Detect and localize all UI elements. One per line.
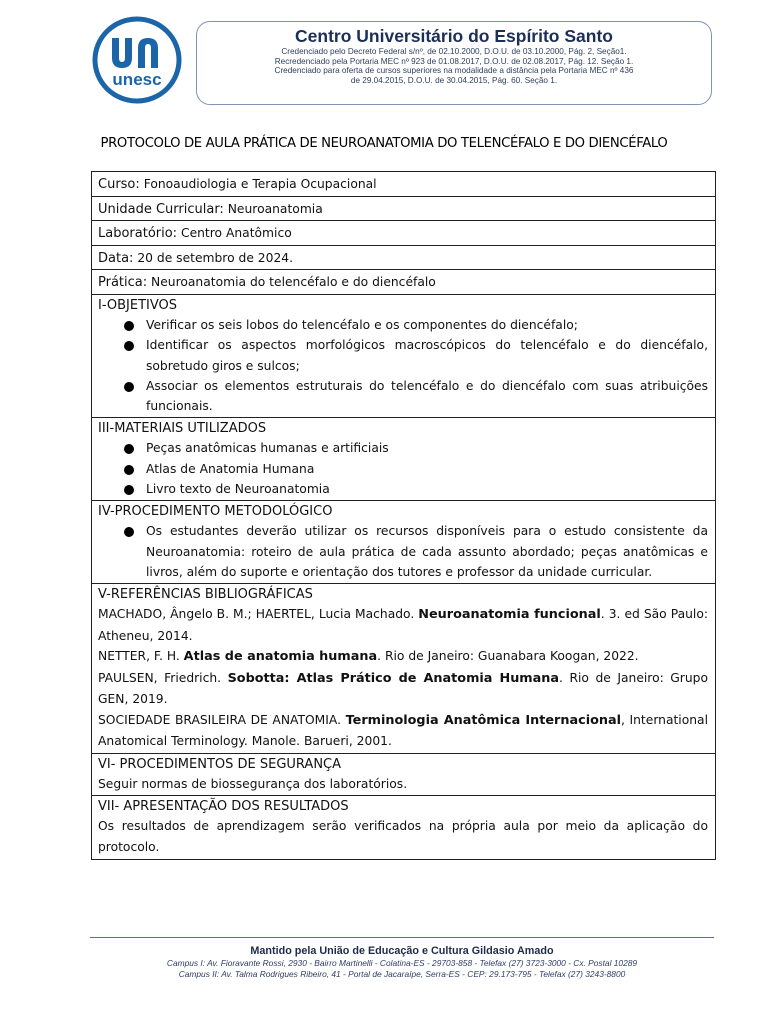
data-label: Data: [98, 250, 134, 266]
section-objetivos [92, 295, 715, 418]
procedimento-heading: IV-PROCEDIMENTO METODOLÓGICO [98, 504, 333, 520]
section-procedimento [92, 501, 715, 584]
maintainer-line: Mantido pela União de Educação e Cultura Gildasio Amado [250, 945, 554, 957]
protocol-table [91, 171, 716, 860]
credential-line: de 29.04.2015, D.O.U. de 30.04.2015, Pág. 60. Seção 1. [350, 75, 558, 85]
list-item: Atlas de Anatomia Humana [98, 459, 708, 479]
list-item: Verificar os seis lobos do telencéfalo e os componentes do diencéfalo; [98, 315, 708, 335]
section-materiais [92, 418, 715, 501]
bullet-icon [124, 527, 134, 537]
credential-line: Recredenciado pela Portaria MEC nº 923 de 01.08.2017, D.O.U. de 02.08.2017, Pág. 12. Seção 1. [274, 56, 634, 66]
bullet-icon [124, 444, 134, 454]
resultados-text: Os resultados de aprendizagem serão verificados na própria aula por meio da aplicação do protocolo. [98, 819, 708, 854]
curso-label: Curso: [98, 177, 140, 192]
referencias-heading: V-REFERÊNCIAS BIBLIOGRÁFICAS [98, 587, 313, 603]
unidade-label: Unidade Curricular: [98, 201, 224, 217]
objetivos-heading: I-OBJETIVOS [98, 297, 178, 313]
section-seguranca [92, 754, 715, 797]
reference-item: MACHADO, Ângelo B. M.; HAERTEL, Lucia Machado. Neuroanatomia funcional. 3. ed São Paulo: Atheneu, 2014. [98, 607, 708, 643]
page-footer [90, 937, 714, 979]
list-item: Associar os elementos estruturais do telencéfalo e do diencéfalo com suas atribuições funcionais. [98, 376, 708, 417]
row-pratica [92, 270, 715, 295]
curso-value: Fonoaudiologia e Terapia Ocupacional [139, 177, 377, 191]
institution-header [196, 21, 712, 105]
list-item: Livro texto de Neuroanatomia [98, 479, 708, 499]
pratica-value: Neuroanatomia do telencéfalo e do diencéfalo [147, 275, 436, 290]
data-value: 20 de setembro de 2024. [133, 250, 294, 265]
unidade-value: Neuroanatomia [223, 201, 323, 216]
bullet-icon [124, 341, 134, 351]
row-laboratorio [92, 221, 715, 246]
row-curso [92, 172, 715, 197]
row-unidade [92, 197, 715, 222]
document-title: PROTOCOLO DE AULA PRÁTICA DE NEUROANATOMIA DO TELENCÉFALO E DO DIENCÉFALO [100, 136, 668, 151]
bullet-icon [124, 321, 134, 331]
seguranca-text: Seguir normas de biossegurança dos laboratórios. [98, 776, 408, 791]
seguranca-heading: VI- PROCEDIMENTOS DE SEGURANÇA [98, 756, 342, 772]
bullet-icon [124, 485, 134, 495]
reference-item: SOCIEDADE BRASILEIRA DE ANATOMIA. Terminologia Anatômica Internacional, International Anatomical Terminology. Manole. Barueri, 2001. [98, 712, 708, 749]
list-item: Os estudantes deverão utilizar os recursos disponíveis para o estudo consistente da Neuroanatomia: roteiro de aula prática de cada assunto abordado; peças anatômicas e livros, além do suporte e orientação dos tutores e professor da unidade curricular. [98, 521, 708, 582]
logo-text: unesc [112, 70, 162, 89]
reference-item: PAULSEN, Friedrich. Sobotta: Atlas Prático de Anatomia Humana. Rio de Janeiro: Grupo GEN, 2019. [98, 670, 708, 707]
materiais-heading: III-MATERIAIS UTILIZADOS [98, 421, 267, 437]
section-resultados [92, 796, 715, 858]
list-item: Identificar os aspectos morfológicos macroscópicos do telencéfalo e do diencéfalo, sobretudo giros e sulcos; [98, 335, 708, 376]
campus-line: Campus I: Av. Fioravante Rossi, 2930 - Bairro Martinelli - Colatina-ES - 29703-858 - Telefax (27) 3723-3000 - Cx. Postal 10289 [166, 958, 638, 968]
unesc-logo [92, 16, 182, 104]
row-data [92, 246, 715, 271]
institution-name: Centro Universitário do Espírito Santo [295, 26, 613, 46]
resultados-heading: VII- APRESENTAÇÃO DOS RESULTADOS [98, 799, 349, 815]
credential-line: Credenciado para oferta de cursos superiores na modalidade a distância pela Portaria MEC nº 436 [274, 66, 634, 76]
section-referencias [92, 584, 715, 754]
laboratorio-label: Laboratório: [98, 226, 178, 242]
bullet-icon [124, 465, 134, 475]
list-item: Peças anatômicas humanas e artificiais [98, 438, 708, 458]
reference-item: NETTER, F. H. Atlas de anatomia humana. Rio de Janeiro: Guanabara Koogan, 2022. [98, 649, 639, 665]
laboratorio-value: Centro Anatômico [177, 226, 292, 241]
credential-line: Credenciado pelo Decreto Federal s/nº, de 02.10.2000, D.O.U. de 03.10.2000, Pág. 2, Seção1. [281, 47, 627, 56]
bullet-icon [124, 382, 134, 392]
campus-line: Campus II: Av. Talma Rodrigues Ribeiro, 41 - Portal de Jacaraípe, Serra-ES - CEP: 29.173-795 - Telefax (27) 3243-8800 [178, 968, 626, 979]
pratica-label: Prática: [98, 275, 148, 291]
